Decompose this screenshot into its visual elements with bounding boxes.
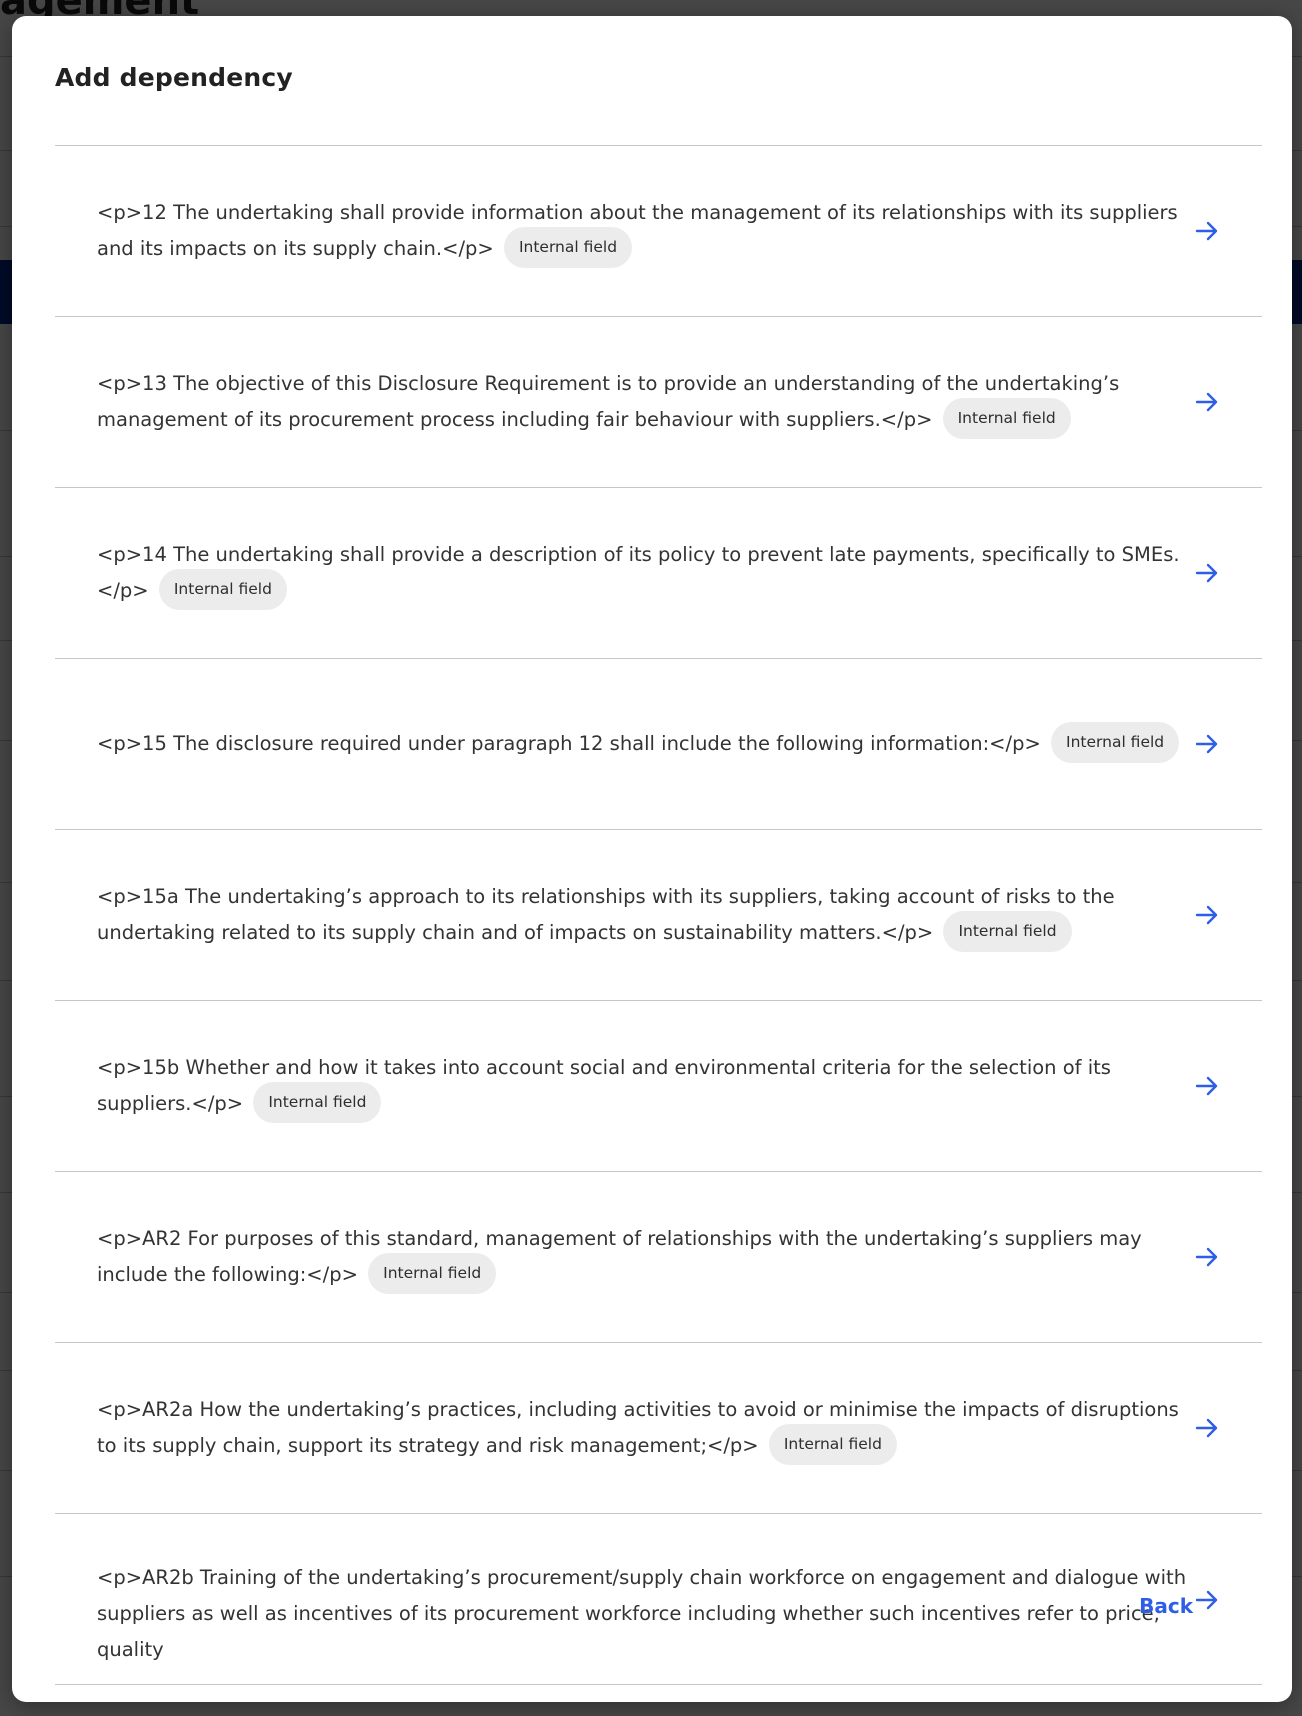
dependency-item-body: [97, 366, 1197, 439]
dependency-item-content: [97, 1343, 1197, 1513]
dependency-item[interactable]: [55, 488, 1262, 659]
dependency-item-content: [97, 830, 1197, 1000]
internal-field-badge: Internal field: [504, 227, 632, 268]
internal-field-badge: Internal field: [253, 1082, 381, 1123]
dependency-item-text: <p>AR2 For purposes of this standard, management of relationships with the undertaking’s suppliers may include the following:</p>: [97, 1226, 1142, 1286]
dependency-item-text: <p>15 The disclosure required under paragraph 12 shall include the following information:</p>: [97, 731, 1041, 755]
dependency-item-body: [97, 1221, 1197, 1294]
internal-field-badge: Internal field: [368, 1253, 496, 1294]
arrow-right-icon[interactable]: [1194, 1415, 1220, 1441]
dependency-item-content: [97, 1172, 1197, 1342]
dependency-item-text: <p>13 The objective of this Disclosure Requirement is to provide an understanding of the undertaking’s management of its procurement process including fair behaviour with suppliers.</p>: [97, 371, 1120, 431]
arrow-right-icon[interactable]: [1194, 389, 1220, 415]
dependency-item-body: [97, 726, 1179, 763]
dependency-item[interactable]: [55, 317, 1262, 488]
dependency-item-content: [97, 1001, 1197, 1171]
arrow-right-icon[interactable]: [1194, 1073, 1220, 1099]
dependency-item-content: [97, 146, 1197, 316]
dependency-item[interactable]: [55, 1514, 1262, 1685]
dependency-item-body: [97, 1392, 1197, 1465]
internal-field-badge: Internal field: [1051, 722, 1179, 763]
dialog-title: Add dependency: [55, 63, 293, 92]
dependency-item[interactable]: [55, 1172, 1262, 1343]
dependency-item-text: <p>15b Whether and how it takes into account social and environmental criteria for the selection of its suppliers.</p>: [97, 1055, 1111, 1115]
arrow-right-icon[interactable]: [1194, 1244, 1220, 1270]
dependency-item-body: [97, 537, 1197, 610]
internal-field-badge: Internal field: [769, 1424, 897, 1465]
dependency-item-text: <p>14 The undertaking shall provide a description of its policy to prevent late payments, specifically to SMEs.</p>: [97, 542, 1180, 602]
dependency-item[interactable]: [55, 1343, 1262, 1514]
dependency-item[interactable]: [55, 146, 1262, 317]
dependency-item[interactable]: [55, 830, 1262, 1001]
dependency-item-text: <p>AR2b Training of the undertaking’s procurement/supply chain workforce on engagement and dialogue with suppliers as well as incentives of its procurement workforce including whether such incentives refer to price, quality: [97, 1566, 1187, 1661]
arrow-right-icon[interactable]: [1194, 218, 1220, 244]
dependency-item-body: [97, 195, 1197, 268]
dependency-item-body: [97, 1560, 1197, 1668]
dependency-item-body: [97, 1050, 1197, 1123]
dependency-list: [55, 145, 1262, 1685]
dependency-item-content: [97, 1514, 1197, 1684]
dependency-item-content: [97, 488, 1197, 658]
dependency-item-content: [97, 317, 1197, 487]
internal-field-badge: Internal field: [943, 398, 1071, 439]
internal-field-badge: Internal field: [943, 911, 1071, 952]
internal-field-badge: Internal field: [159, 569, 287, 610]
dependency-item-body: [97, 879, 1197, 952]
back-button[interactable]: Back: [1139, 1594, 1193, 1618]
dependency-item-content: [97, 659, 1197, 829]
arrow-right-icon[interactable]: [1194, 731, 1220, 757]
dependency-item-text: <p>AR2a How the undertaking’s practices, including activities to avoid or minimise the impacts of disruptions to its supply chain, support its strategy and risk management;</p>: [97, 1397, 1179, 1457]
add-dependency-dialog: [12, 16, 1292, 1702]
dependency-item[interactable]: [55, 1001, 1262, 1172]
arrow-right-icon[interactable]: [1194, 902, 1220, 928]
dependency-item-text: <p>12 The undertaking shall provide information about the management of its relationships with its suppliers and its impacts on its supply chain.</p>: [97, 200, 1178, 260]
arrow-right-icon[interactable]: [1194, 1587, 1220, 1613]
dependency-item[interactable]: [55, 659, 1262, 830]
arrow-right-icon[interactable]: [1194, 560, 1220, 586]
dependency-item-text: <p>15a The undertaking’s approach to its relationships with its suppliers, taking account of risks to the undertaking related to its supply chain and of impacts on sustainability matters.</p>: [97, 884, 1115, 944]
